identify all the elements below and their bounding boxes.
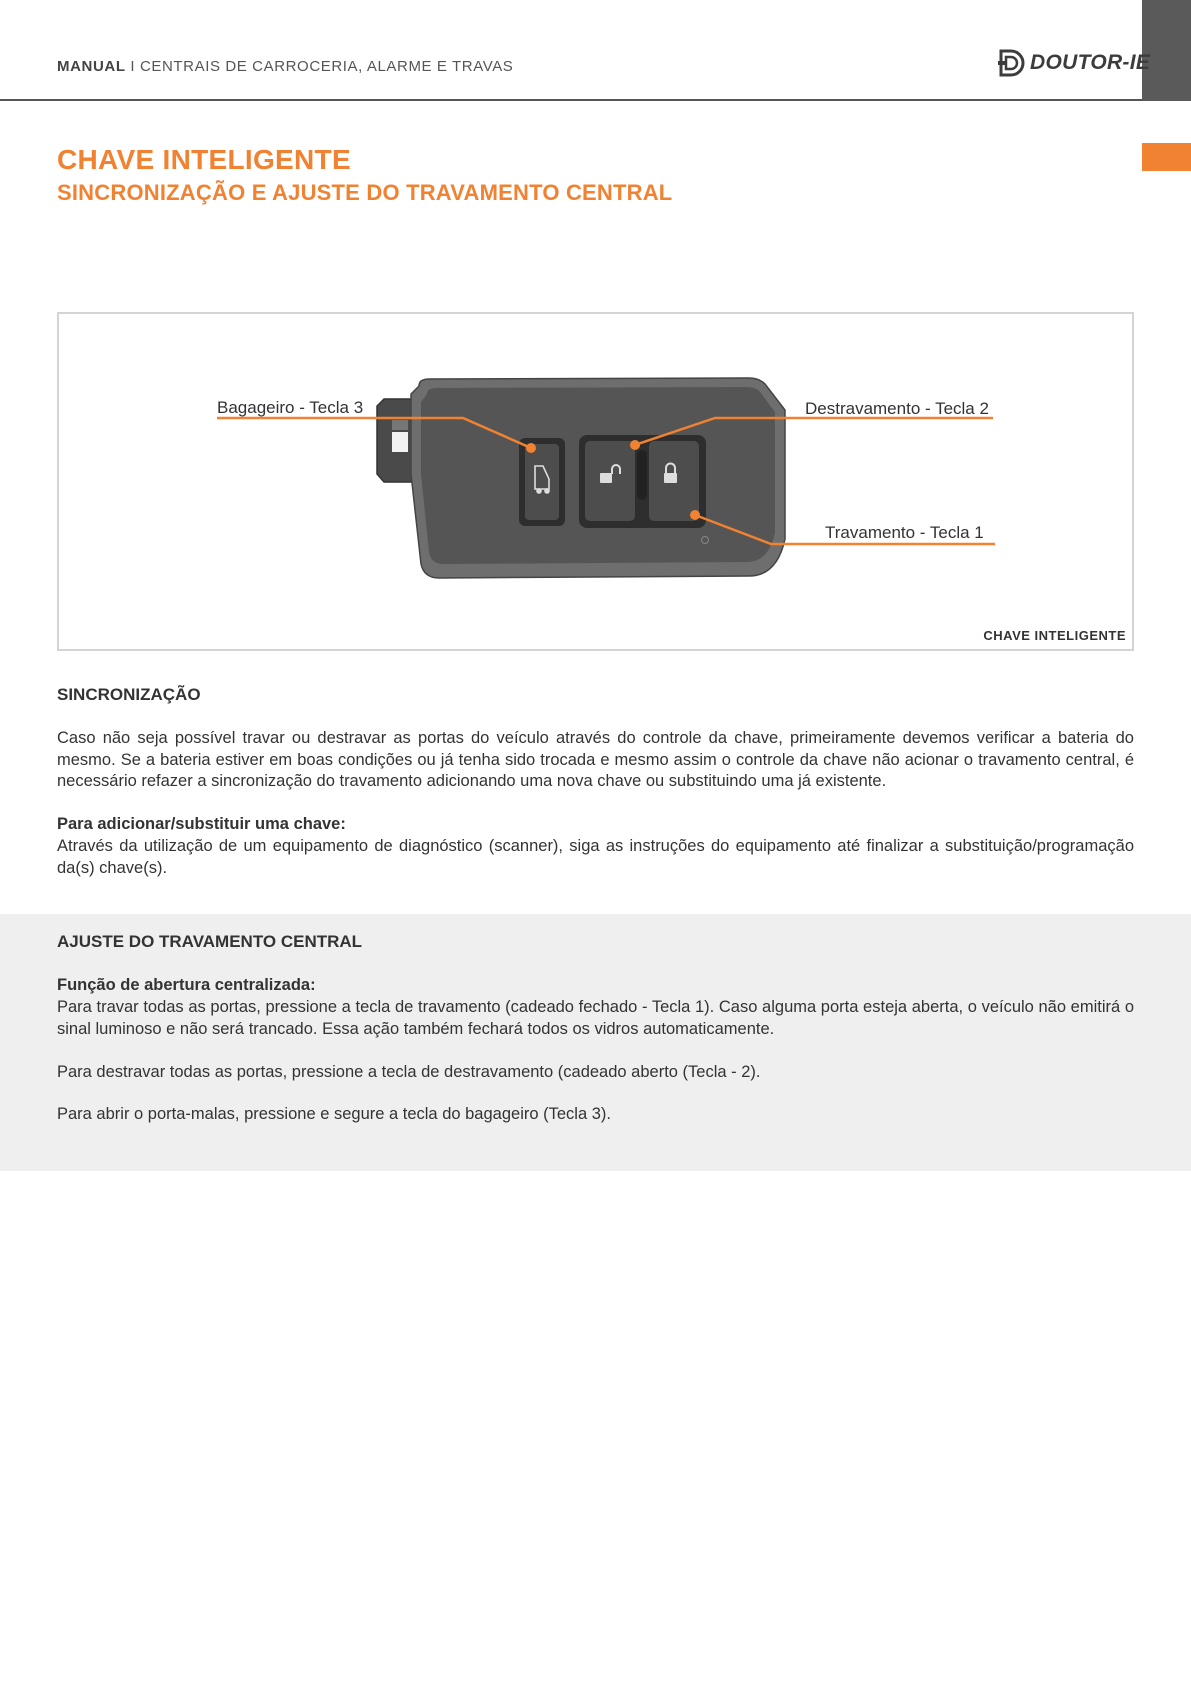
central-opening-heading: Função de abertura centralizada:	[57, 976, 316, 994]
smart-key-figure	[57, 312, 1134, 651]
page-title: CHAVE INTELIGENTE	[57, 144, 351, 175]
smart-key-illustration	[59, 314, 1132, 649]
header-divider	[0, 99, 1142, 101]
header-manual-title	[57, 58, 513, 75]
add-key-paragraph: Através da utilização de um equipamento de diagnóstico (scanner), siga as instruções do equipamento até finalizar a substituição/programação da(s) chave(s).	[57, 837, 1134, 877]
trunk-button	[525, 444, 559, 520]
callout-lock-label: Travamento - Tecla 1	[825, 523, 984, 542]
callout-trunk-label: Bagageiro - Tecla 3	[217, 398, 364, 417]
sync-heading: SINCRONIZAÇÃO	[57, 685, 201, 704]
callout-dot-lock	[690, 510, 700, 520]
header-subtitle: CENTRAIS DE CARROCERIA, ALARME E TRAVAS	[139, 58, 514, 75]
key-blade-window	[392, 432, 408, 452]
logo-icon	[998, 48, 1026, 78]
sync-paragraph: Caso não seja possível travar ou destravar as portas do veículo através do controle da chave, primeiramente devemos verificar a bateria do mesmo. Se a bateria estiver em boas condições ou já tenha sido trocada e mesmo assim o controle da chave não acionar o travamento central, é necessário refazer a sincronização do travamento adicionando uma nova chave ou substituindo uma já existente.	[57, 729, 1134, 790]
adjust-section-background	[0, 914, 1191, 1171]
callout-dot-trunk	[526, 443, 536, 453]
button-divider	[637, 450, 647, 500]
key-blade-window-top	[392, 420, 408, 430]
callout-unlock-label: Destravamento - Tecla 2	[805, 399, 989, 418]
callout-dot-unlock	[630, 440, 640, 450]
doutor-ie-logo	[998, 48, 1150, 78]
manual-label: MANUAL	[57, 58, 126, 75]
logo-text: DOUTOR-IE	[1030, 51, 1151, 74]
adjust-heading: AJUSTE DO TRAVAMENTO CENTRAL	[57, 932, 363, 951]
section-tab-marker	[1142, 143, 1191, 171]
figure-caption: CHAVE INTELIGENTE	[983, 628, 1126, 643]
lock-instructions: Para travar todas as portas, pressione a tecla de travamento (cadeado fechado - Tecla 1). Caso alguma porta esteja aberta, o veículo não emitirá o sinal luminoso e não será trancado. Essa ação também fechará todos os vidros automaticamente.	[57, 998, 1134, 1038]
page-subtitle: SINCRONIZAÇÃO E AJUSTE DO TRAVAMENTO CENTRAL	[57, 180, 673, 205]
header-separator: I	[130, 58, 136, 75]
add-key-heading: Para adicionar/substituir uma chave:	[57, 815, 346, 833]
unlock-instructions: Para destravar todas as portas, pressione a tecla de destravamento (cadeado aberto (Tecla - 2).	[57, 1063, 761, 1081]
trunk-instructions: Para abrir o porta-malas, pressione e segure a tecla do bagageiro (Tecla 3).	[57, 1105, 611, 1123]
